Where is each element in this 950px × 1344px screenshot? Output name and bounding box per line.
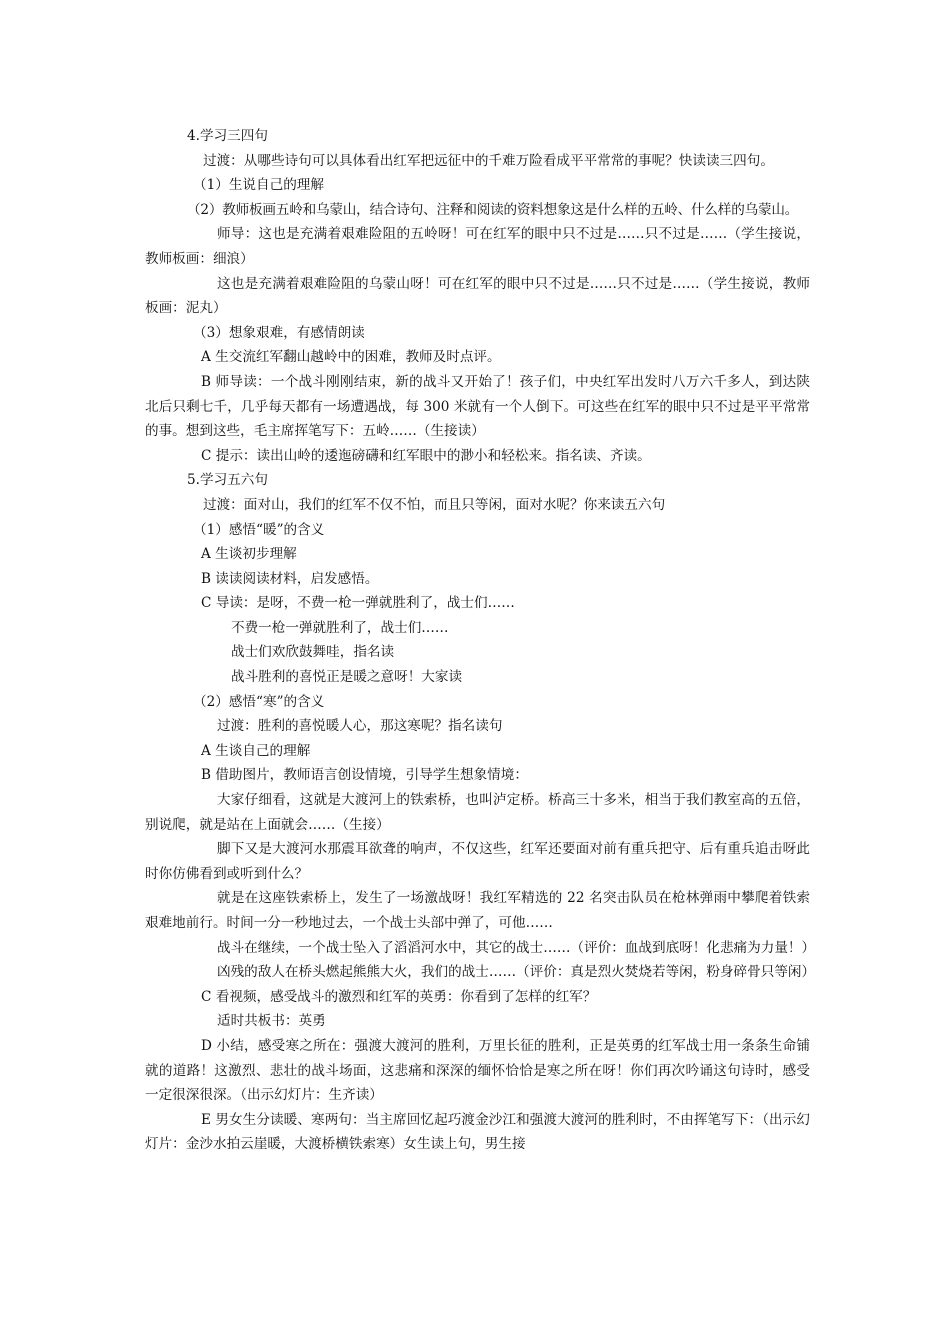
paragraph: C 看视频，感受战斗的激烈和红军的英勇：你看到了怎样的红军？ [201, 988, 597, 1005]
paragraph: 战斗胜利的喜悦正是暖之意呀！大家读 [231, 669, 463, 686]
paragraph: A 生谈自己的理解 [201, 742, 311, 759]
paragraph: B 师导读：一个战斗刚刚结束，新的战斗又开始了！孩子们，中央红军出发时八万六千多人，到达陕北后只剩七千，几乎每天都有一场遭遇战，每 300 米就有一个人倒下。可这些在红军的眼中只不过是平平常常的事。想到这些，毛主席挥笔写下：五岭……（生接读） [145, 373, 810, 440]
paragraph: C 提示：读出山岭的逶迤磅礴和红军眼中的渺小和轻松来。指名读、齐读。 [201, 447, 651, 464]
paragraph: 大家仔细看，这就是大渡河上的铁索桥，也叫泸定桥。桥高三十多米，相当于我们教室高的五倍，别说爬，就是站在上面就会……（生接） [145, 792, 810, 833]
paragraph: A 生交流红军翻山越岭中的困难，教师及时点评。 [201, 349, 501, 366]
section-heading-5: 5.学习五六句 [187, 472, 268, 489]
paragraph: （1）感悟“暖”的含义 [193, 521, 325, 538]
paragraph: A 生谈初步理解 [201, 546, 297, 563]
paragraph: B 读读阅读材料，启发感悟。 [201, 570, 379, 587]
paragraph: 过渡：胜利的喜悦暖人心，那这寒呢？指名读句 [217, 718, 503, 735]
paragraph: 脚下又是大渡河水那震耳欲聋的响声，不仅这些，红军还要面对前有重兵把守、后有重兵追击呀此时你仿佛看到或听到什么？ [145, 841, 810, 882]
paragraph: （2）教师板画五岭和乌蒙山，结合诗句、注释和阅读的资料想象这是什么样的五岭、什么样的乌蒙山。 [187, 201, 799, 218]
paragraph: 战斗在继续，一个战士坠入了滔滔河水中，其它的战士……（评价：血战到底呀！化悲痛为力量！） [217, 939, 816, 956]
paragraph: 就是在这座铁索桥上，发生了一场激战呀！我红军精选的 22 名突击队员在枪林弹雨中攀爬着铁索艰难地前行。时间一分一秒地过去，一个战士头部中弹了，可他…… [145, 890, 810, 931]
paragraph: 战士们欢欣鼓舞哇，指名读 [231, 644, 395, 661]
paragraph: 师导：这也是充满着艰难险阻的五岭呀！可在红军的眼中只不过是……只不过是……（学生接说，教师板画：细浪） [145, 226, 810, 267]
document-body [145, 124, 816, 1157]
paragraph: B 借助图片，教师语言创设情境，引导学生想象情境： [201, 767, 528, 784]
section-heading-4: 4.学习三四句 [187, 128, 268, 144]
paragraph: 不费一枪一弹就胜利了，战士们…… [231, 619, 449, 636]
paragraph: 过渡：面对山，我们的红军不仅不怕，而且只等闲，面对水呢？你来读五六句 [203, 496, 666, 513]
paragraph: E 男女生分读暖、寒两句：当主席回忆起巧渡金沙江和强渡大渡河的胜利时，不由挥笔写下：（出示幻灯片：金沙水拍云崖暖，大渡桥横铁索寒）女生读上句，男生接 [145, 1111, 810, 1153]
paragraph: （3）想象艰难，有感情朗读 [193, 324, 365, 341]
paragraph: 过渡：从哪些诗句可以具体看出红军把远征中的千难万险看成平平常常的事呢？快读读三四句。 [203, 152, 774, 169]
paragraph: 适时共板书：英勇 [217, 1013, 326, 1030]
paragraph: （1）生说自己的理解 [193, 177, 324, 194]
paragraph: 这也是充满着艰难险阻的乌蒙山呀！可在红军的眼中只不过是……只不过是……（学生接说，教师板画：泥丸） [145, 275, 810, 317]
paragraph: D 小结，感受寒之所在：强渡大渡河的胜利，万里长征的胜利，正是英勇的红军战士用一条条生命铺就的道路！这激烈、悲壮的战斗场面，这悲痛和深深的缅怀恰恰是寒之所在呀！你们再次吟诵这句诗时，感受一定很深很深。（出示幻灯片：生齐读） [145, 1037, 810, 1104]
paragraph: 凶残的敌人在桥头燃起熊熊大火，我们的战士……（评价：真是烈火焚烧若等闲，粉身碎骨只等闲） [217, 964, 816, 981]
paragraph: C 导读：是呀，不费一枪一弹就胜利了，战士们…… [201, 595, 515, 612]
paragraph: （2）感悟“寒”的含义 [193, 693, 325, 710]
